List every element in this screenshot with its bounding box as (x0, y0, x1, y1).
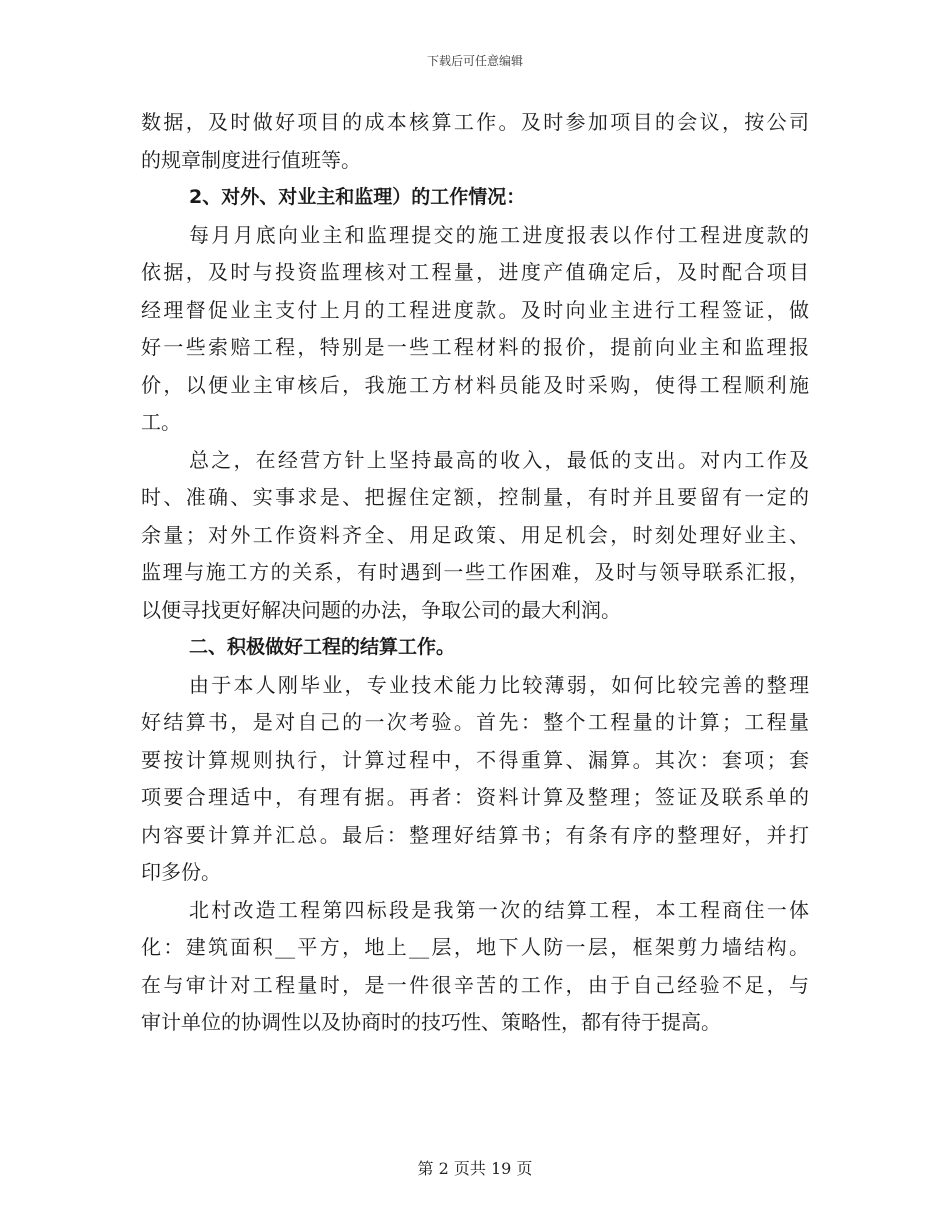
paragraph-line: 要按计算规则执行，计算过程中，不得重算、漏算。其次：套项；套 (141, 747, 809, 772)
paragraph-line: 价，以便业主审核后，我施工方材料员能及时采购，使得工程顺利施 (141, 372, 809, 397)
document-body (141, 104, 809, 1042)
paragraph-line: 化：建筑面积__平方，地上__层，地下人防一层，框架剪力墙结构。 (141, 935, 809, 959)
paragraph-line: 项要合理适中，有理有据。再者：资料计算及整理；签证及联系单的 (141, 785, 809, 809)
paragraph-line: 的规章制度进行值班等。 (141, 147, 361, 172)
section-heading: 2、对外、对业主和监理）的工作情况： (189, 186, 526, 208)
paragraph-line: 在与审计对工程量时，是一件很辛苦的工作，由于自己经验不足，与 (141, 972, 809, 997)
paragraph-line: 依据，及时与投资监理核对工程量，进度产值确定后，及时配合项目 (141, 260, 809, 284)
paragraph-line: 工。 (141, 410, 181, 434)
page-header: 下载后可任意编辑 (426, 54, 523, 68)
paragraph-line: 印多份。 (141, 860, 221, 884)
paragraph-line: 经理督促业主支付上月的工程进度款。及时向业主进行工程签证，做 (141, 297, 809, 322)
paragraph-line: 数据，及时做好项目的成本核算工作。及时参加项目的会议，按公司 (141, 110, 809, 134)
paragraph-line: 审计单位的协调性以及协商时的技巧性、策略性，都有待于提高。 (141, 1010, 721, 1034)
paragraph-line: 时、准确、实事求是、把握住定额，控制量，有时并且要留有一定的 (141, 485, 809, 509)
paragraph-line: 北村改造工程第四标段是我第一次的结算工程，本工程商住一体 (189, 897, 809, 922)
section-heading: 二、积极做好工程的结算工作。 (189, 636, 456, 658)
paragraph-line: 好结算书，是对自己的一次考验。首先：整个工程量的计算；工程量 (141, 710, 809, 734)
paragraph-line: 余量；对外工作资料齐全、用足政策、用足机会，时刻处理好业主、 (141, 522, 809, 547)
paragraph-line: 每月月底向业主和监理提交的施工进度报表以作付工程进度款的 (189, 222, 809, 247)
page-footer: 第 2 页共 19 页 (417, 1159, 533, 1178)
paragraph-line: 以便寻找更好解决问题的办法，争取公司的最大利润。 (141, 597, 621, 622)
paragraph-line: 监理与施工方的关系，有时遇到一些工作困难，及时与领导联系汇报， (141, 560, 809, 584)
paragraph-line: 由于本人刚毕业，专业技术能力比较薄弱，如何比较完善的整理 (189, 672, 809, 697)
paragraph-line: 内容要计算并汇总。最后：整理好结算书；有条有序的整理好，并打 (141, 822, 809, 847)
paragraph-line: 总之，在经营方针上坚持最高的收入，最低的支出。对内工作及 (189, 447, 809, 472)
paragraph-line: 好一些索赔工程，特别是一些工程材料的报价，提前向业主和监理报 (141, 335, 809, 359)
